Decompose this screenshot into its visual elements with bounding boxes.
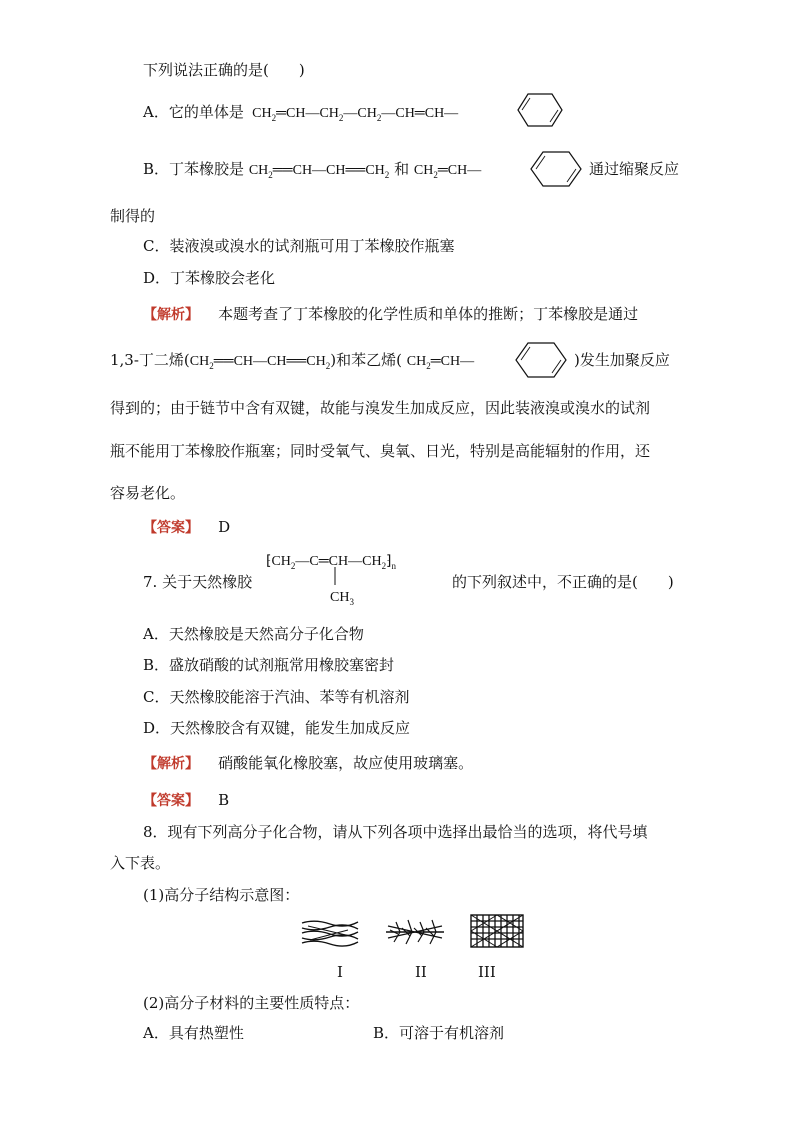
q6-answer: D (218, 518, 231, 536)
fig-label-3: III (478, 963, 496, 981)
benzene-ring-c (510, 341, 572, 379)
q8-part2: (2)高分子材料的主要性质特点： (143, 994, 360, 1012)
q8-option-b: B．可溶于有机溶剂 (373, 1024, 505, 1042)
natural-rubber-formula: $⁅CH_2—C═CH—CH_2⁆_n$ (266, 554, 397, 571)
q6-analysis-line4: 瓶不能用丁苯橡胶作瓶塞；同时受氧气、臭氧、日光，特别是高能辐射的作用，还 (110, 442, 651, 460)
q6-analysis-line5: 容易老化。 (110, 484, 186, 502)
q6-stem: 下列说法正确的是( ) (143, 61, 305, 79)
q7-analysis-text: 硝酸能氧化橡胶塞，故应使用玻璃塞。 (218, 754, 474, 772)
q6-analysis-tag: 【解析】 (143, 307, 199, 323)
q6-analysis-text1: 本题考查了丁苯橡胶的化学性质和单体的推断；丁苯橡胶是通过 (218, 305, 639, 323)
q8-stem-line1: 8．现有下列高分子化合物，请从下列各项中选择出最恰当的选项，将代号填 (143, 823, 648, 841)
q6-analysis-text2b: )和苯乙烯( (330, 351, 402, 369)
q7-option-d: D．天然橡胶含有双键，能发生加成反应 (143, 719, 411, 737)
q7-option-b: B．盛放硝酸的试剂瓶常用橡胶塞密封 (143, 656, 395, 674)
q8-option-a: A．具有热塑性 (143, 1024, 244, 1042)
fig-label-1: I (337, 963, 343, 981)
q7-option-a: A．天然橡胶是天然高分子化合物 (143, 625, 364, 643)
linear-structure-figure (300, 918, 360, 948)
q6-analysis-text2a: 1,3-丁二烯( (110, 351, 190, 369)
q6-option-c: C．装液溴或溴水的试剂瓶可用丁苯橡胶作瓶塞 (143, 237, 455, 255)
q6-analysis-line3: 得到的；由于链节中含有双键，故能与溴发生加成反应，因此装液溴或溴水的试剂 (110, 399, 651, 417)
q7-answer-line (143, 790, 229, 811)
q6-answer-tag: 【答案】 (143, 520, 199, 536)
q6-answer-line (143, 517, 230, 538)
q6-option-b-formula1: $CH_2══CH—CH══CH_2$ (248, 163, 390, 180)
q7-analysis-line (143, 753, 473, 774)
q6-option-a (143, 102, 458, 124)
q7-answer-tag: 【答案】 (143, 793, 199, 809)
q7-stem-prefix: 7. 关于天然橡胶 (143, 573, 253, 591)
q6-analysis-line1 (143, 304, 638, 325)
q6-option-a-formula: $CH_2═CH—CH_2—CH_2—CH═CH—$ (248, 106, 459, 123)
q6-option-b (143, 159, 481, 181)
q7-analysis-tag: 【解析】 (143, 756, 199, 772)
fig-label-2: II (415, 963, 427, 981)
q6-option-b-cont: 制得的 (110, 207, 156, 225)
benzene-ring-b (525, 150, 587, 188)
butadiene-formula: $CH_2══CH—CH══CH_2$ (189, 354, 331, 371)
q6-analysis-text2c: )发生加聚反应 (574, 351, 670, 369)
styrene-formula: $CH_2═CH—$ (406, 354, 475, 371)
q8-stem-line2: 入下表。 (110, 854, 171, 872)
benzene-ring-a (510, 92, 570, 128)
network-structure-figure (470, 914, 524, 948)
q7-option-c: C．天然橡胶能溶于汽油、苯等有机溶剂 (143, 688, 410, 706)
methyl-group: $CH_3$ (330, 590, 354, 607)
q6-analysis-line2 (110, 350, 474, 372)
branched-structure-figure (384, 916, 446, 948)
q6-option-b-and: 和 (394, 160, 410, 178)
q6-option-a-label: A．它的单体是 (143, 103, 244, 121)
q6-option-b-suffix: 通过缩聚反应 (589, 160, 680, 178)
q7-answer: B (218, 791, 230, 809)
q8-part1: (1)高分子结构示意图： (143, 886, 300, 904)
q6-option-b-formula2: $CH_2═CH—$ (413, 163, 482, 180)
q6-option-b-label: B．丁苯橡胶是 (143, 160, 245, 178)
q7-stem-suffix: 的下列叙述中，不正确的是( ) (452, 573, 674, 591)
q6-option-d: D．丁苯橡胶会老化 (143, 269, 276, 287)
methyl-bond (330, 567, 340, 587)
